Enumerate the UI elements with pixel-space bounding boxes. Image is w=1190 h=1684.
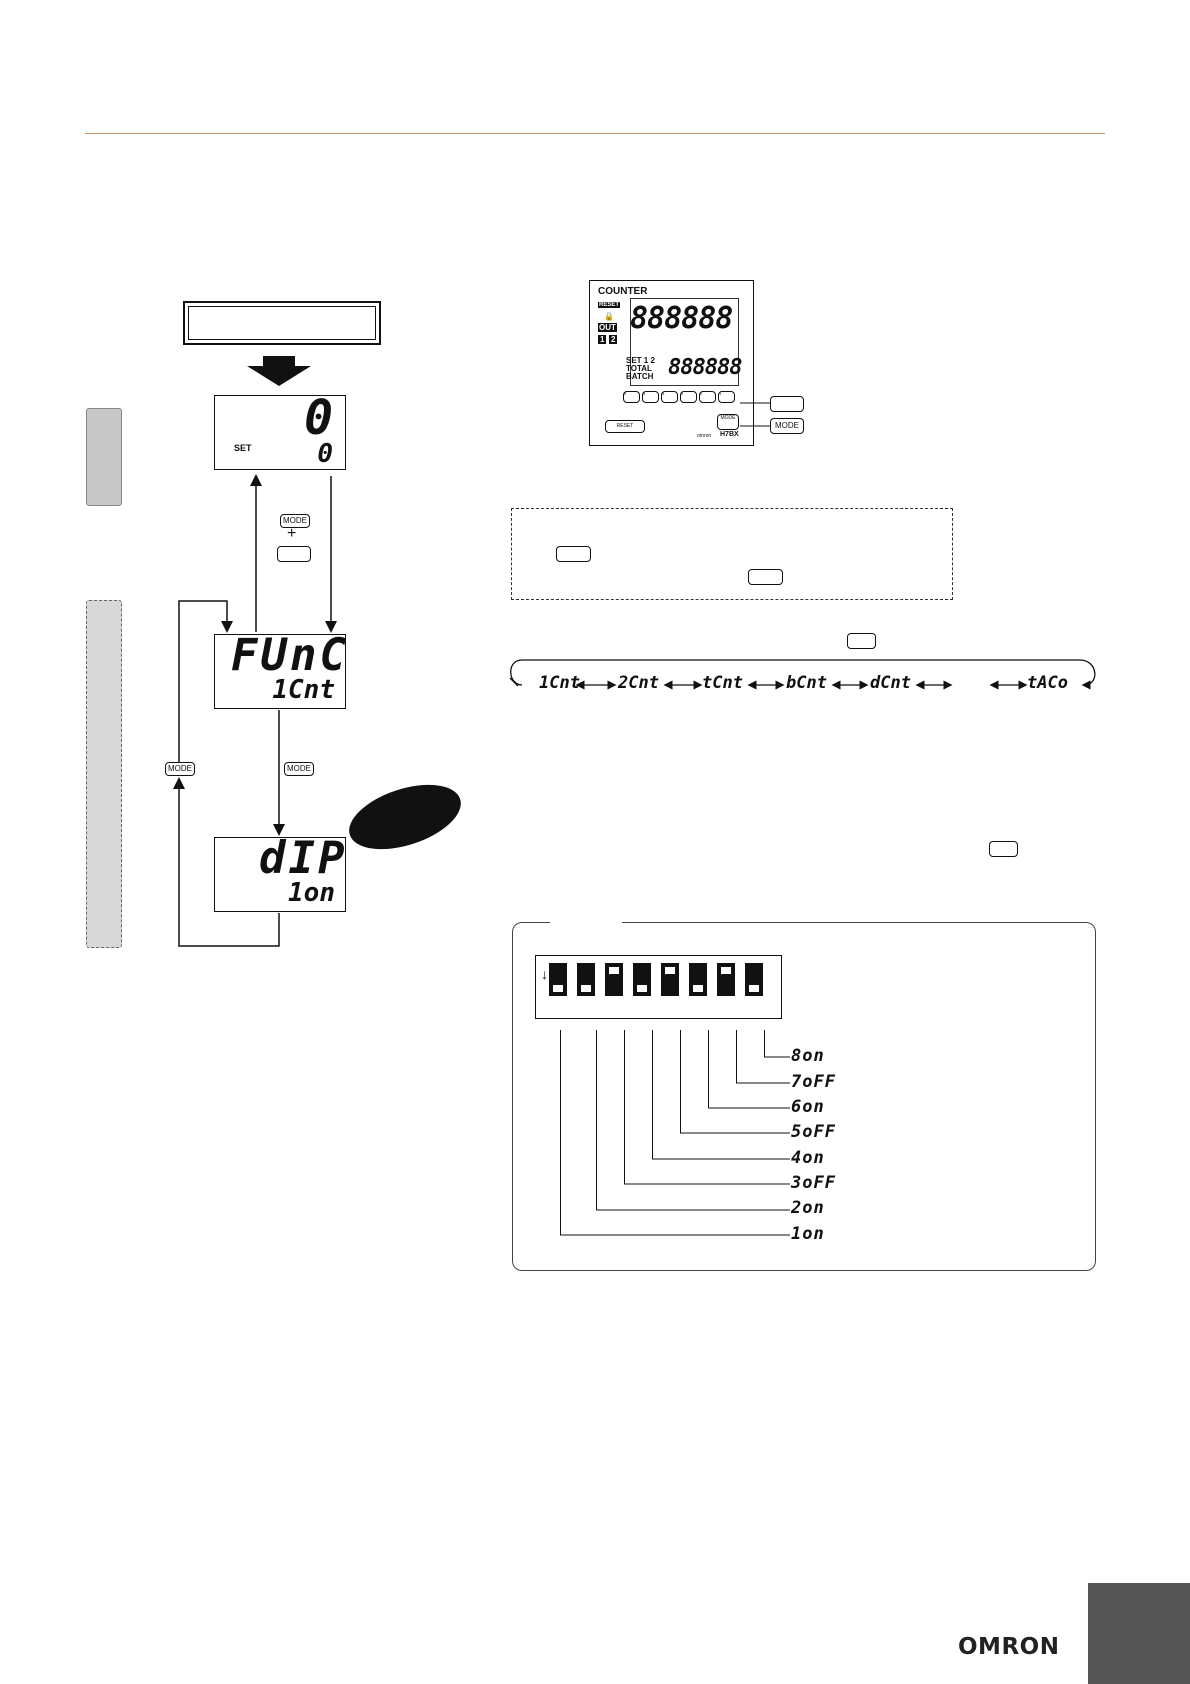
cycle-item-6: tACo (1027, 673, 1068, 693)
digit-key-1-label: 1 (719, 391, 722, 396)
dip-switch-5[interactable] (661, 963, 679, 996)
device-set-line: SET 1 2 (626, 356, 655, 365)
cycle-item-2: 2Cnt (618, 673, 659, 693)
dip-switch-knob (749, 985, 759, 992)
page-tab (1088, 1583, 1190, 1684)
digit-key-4-label: 4 (662, 391, 665, 396)
device-model: H7BX (720, 431, 739, 438)
dip-label-1: 1on (791, 1224, 825, 1244)
note-key-1 (556, 546, 591, 562)
highlight-ellipse (345, 782, 465, 852)
device-mode-button[interactable] (717, 414, 739, 430)
note-key-2 (748, 569, 783, 585)
device-callout-lines (740, 385, 770, 435)
dip-hint-key (989, 841, 1018, 857)
lcd-dip-main: dIP (259, 833, 348, 884)
dip-switch-knob (609, 967, 619, 974)
device-lower-digits: 888888 (668, 355, 742, 380)
device-front-panel (589, 280, 754, 446)
up-key-blank (277, 546, 311, 562)
plus-sign: + (287, 525, 297, 542)
lcd-dip-sub: 1on (288, 878, 335, 908)
dip-label-2: 2on (791, 1198, 825, 1218)
dip-switch-1[interactable] (549, 963, 567, 996)
dip-switch-6[interactable] (689, 963, 707, 996)
cycle-item-3: tCnt (702, 673, 743, 693)
digit-key-1[interactable] (718, 391, 735, 403)
mode-key-left: MODE (165, 762, 195, 776)
out-label: OUT (599, 323, 616, 332)
lock-icon: 🔒 (604, 312, 614, 321)
device-reset-label: RESET (616, 423, 634, 429)
dip-label-5: 5oFF (791, 1122, 836, 1142)
dip-frame-gap (550, 916, 622, 928)
digit-key-2-label: 2 (700, 391, 703, 396)
dip-label-8: 8on (791, 1046, 825, 1066)
reset-badge: RESET (599, 302, 620, 308)
out-num-1: 1 (600, 335, 605, 344)
lcd-func (214, 630, 349, 709)
mode-key-small: MODE (280, 514, 310, 528)
digit-keys (623, 391, 741, 407)
lcd-func-main: FUnC (231, 630, 349, 681)
dip-label-6: 6on (791, 1097, 825, 1117)
dip-switch-knob (665, 967, 675, 974)
dip-label-4: 4on (791, 1148, 825, 1168)
omron-logo: OMRON (958, 1634, 1060, 1660)
lcd-initial (214, 390, 346, 470)
dip-switch-knob (637, 985, 647, 992)
cycle-item-5: dCnt (870, 673, 911, 693)
mode-key-right: MODE (284, 762, 314, 776)
lcd-initial-main: 0 (304, 390, 333, 446)
dip-switch-knob (581, 985, 591, 992)
dip-switch-4[interactable] (633, 963, 651, 996)
dip-switch-row (535, 955, 780, 1017)
callout-key-blank (770, 396, 804, 412)
dip-switch-knob (721, 967, 731, 974)
cycle-item-4: bCnt (786, 673, 827, 693)
device-mode-label: MODE (720, 415, 736, 421)
digit-key-4[interactable] (661, 391, 678, 403)
device-batch-line: BATCH (626, 372, 654, 381)
cycle-item-1: 1Cnt (539, 673, 580, 693)
device-total-line: TOTAL (626, 364, 652, 373)
lcd-set-label: SET (234, 443, 252, 453)
dip-switch-8[interactable] (745, 963, 763, 996)
device-maker: omron (697, 433, 712, 439)
dip-label-3: 3oFF (791, 1173, 836, 1193)
cycle-key (847, 633, 876, 649)
dip-leader-lines (560, 1025, 800, 1245)
digit-key-3-label: 3 (681, 391, 684, 396)
digit-key-5-label: 5 (643, 391, 646, 396)
digit-key-5[interactable] (642, 391, 659, 403)
lcd-initial-sub: 0 (317, 439, 333, 469)
device-reset-button[interactable] (605, 420, 645, 433)
out-num-2: 2 (611, 335, 616, 344)
dip-switch-2[interactable] (577, 963, 595, 996)
lcd-func-sub: 1Cnt (272, 675, 335, 705)
dip-label-7: 7oFF (791, 1072, 836, 1092)
digit-key-6-label: 6 (624, 391, 627, 396)
dip-switch-3[interactable] (605, 963, 623, 996)
dip-switch-knob (693, 985, 703, 992)
arrow-down-icon: ↓ (541, 966, 548, 982)
callout-key-mode: MODE (770, 418, 804, 434)
lcd-dip (214, 833, 348, 912)
digit-key-6[interactable] (623, 391, 640, 403)
dip-switch-knob (553, 985, 563, 992)
digit-key-2[interactable] (699, 391, 716, 403)
device-upper-digits: 888888 (630, 301, 733, 336)
dip-switch-7[interactable] (717, 963, 735, 996)
note-box (511, 508, 953, 600)
device-title: COUNTER (598, 286, 648, 297)
digit-key-3[interactable] (680, 391, 697, 403)
